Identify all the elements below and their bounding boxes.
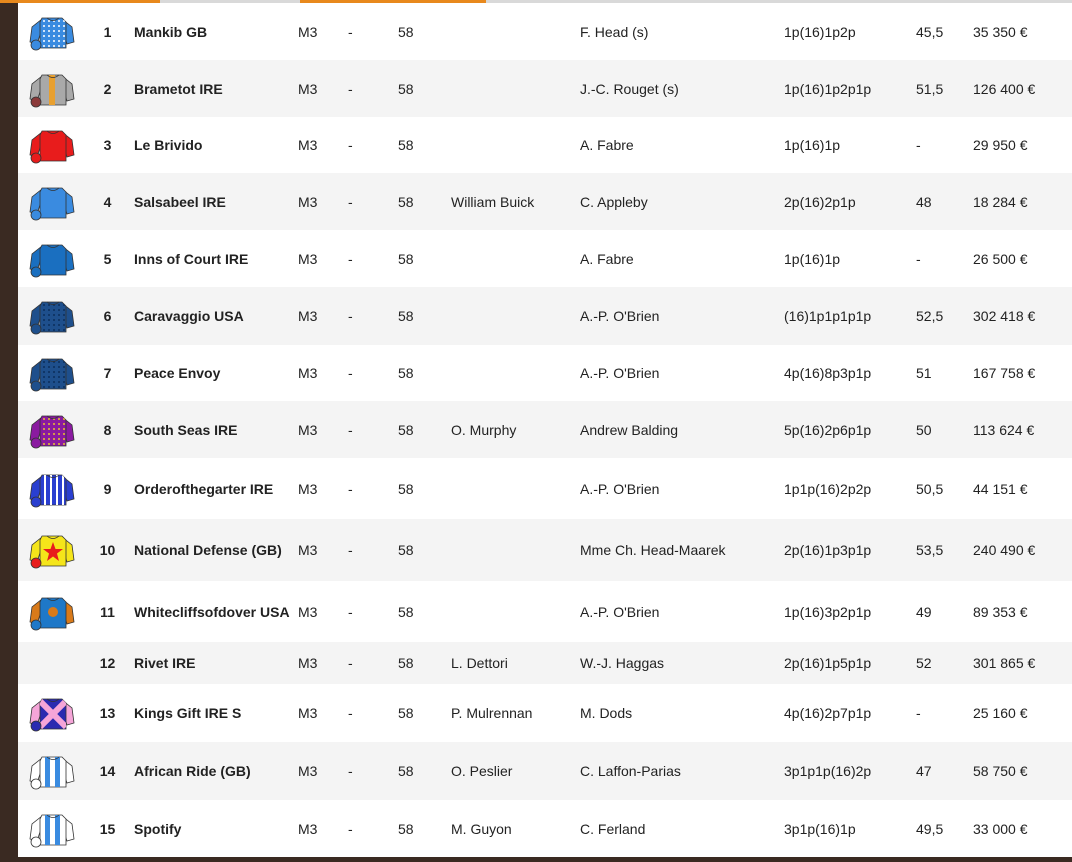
category: M3 xyxy=(298,742,348,800)
form-string: 4p(16)2p7p1p xyxy=(784,705,872,721)
category: M3 xyxy=(298,60,348,117)
silk-cell xyxy=(18,519,86,581)
horse-name[interactable]: Rivet IRE xyxy=(129,642,298,684)
table-row[interactable] xyxy=(18,684,1072,742)
rating-value: 49,5 xyxy=(916,821,944,837)
silk-cell xyxy=(18,287,86,345)
weight: 58 xyxy=(398,250,414,267)
form-string: 3p1p1p(16)2p xyxy=(784,742,916,800)
category: M3 xyxy=(298,173,348,230)
rating-value: 49 xyxy=(916,603,932,620)
jockey-silk-icon xyxy=(28,592,76,632)
dash-value: - xyxy=(348,519,398,581)
weight: 58 xyxy=(398,173,451,230)
rating-value: 52,5 xyxy=(916,287,973,345)
trainer-name: M. Dods xyxy=(580,705,633,721)
earnings: 126 400 € xyxy=(973,60,1072,117)
jockey-name xyxy=(451,230,580,287)
runner-number: 13 xyxy=(99,705,116,721)
silk-cell xyxy=(18,800,86,858)
runner-number: 10 xyxy=(86,519,129,581)
weight: 58 xyxy=(398,137,414,153)
earnings: 44 151 € xyxy=(973,480,1028,497)
dash-value: - xyxy=(348,603,353,620)
category: M3 xyxy=(298,519,348,581)
earnings: 18 284 € xyxy=(973,173,1072,230)
jockey-name xyxy=(451,60,580,117)
form-string: 3p1p(16)1p xyxy=(784,821,856,837)
weight: 58 xyxy=(398,23,414,40)
horse-name[interactable]: Caravaggio USA xyxy=(129,287,298,345)
runner-number: 5 xyxy=(103,250,112,267)
category: M3 xyxy=(298,250,318,267)
dash-value: - xyxy=(348,642,398,684)
silk-cell xyxy=(18,458,86,519)
weight: 58 xyxy=(398,642,451,684)
horse-name[interactable]: Spotify xyxy=(134,821,182,837)
jockey-silk-icon xyxy=(28,12,76,52)
silk-cell xyxy=(18,345,86,401)
silk-cell xyxy=(18,60,86,117)
category: M3 xyxy=(298,287,348,345)
earnings: 58 750 € xyxy=(973,742,1072,800)
rating-value: 47 xyxy=(916,742,973,800)
trainer-name: Andrew Balding xyxy=(580,401,784,458)
table-row[interactable] xyxy=(18,173,1072,230)
table-row[interactable] xyxy=(18,458,1072,519)
rating-value: 51 xyxy=(916,365,932,381)
rating-value: - xyxy=(916,250,921,267)
jockey-silk-icon xyxy=(28,809,76,849)
horse-name[interactable]: South Seas IRE xyxy=(129,401,298,458)
runners-table-body xyxy=(18,3,1072,858)
runner-number: 6 xyxy=(86,287,129,345)
earnings: 29 950 € xyxy=(973,137,1028,153)
category: M3 xyxy=(298,821,318,837)
runner-number: 2 xyxy=(86,60,129,117)
jockey-silk-icon xyxy=(28,296,76,336)
jockey-name xyxy=(451,287,580,345)
weight: 58 xyxy=(398,519,451,581)
jockey-silk-icon xyxy=(28,239,76,279)
category: M3 xyxy=(298,401,348,458)
silk-cell xyxy=(18,581,86,642)
jockey-silk-icon xyxy=(28,751,76,791)
table-row[interactable] xyxy=(18,519,1072,581)
trainer-name: A. Fabre xyxy=(580,250,634,267)
silk-cell xyxy=(18,642,86,684)
weight: 58 xyxy=(398,60,451,117)
category: M3 xyxy=(298,365,318,381)
runner-number: 4 xyxy=(86,173,129,230)
runner-number: 3 xyxy=(103,137,112,153)
jockey-name xyxy=(451,117,580,173)
runner-number: 7 xyxy=(103,365,112,381)
jockey-name xyxy=(451,458,580,519)
rating-value: 53,5 xyxy=(916,519,973,581)
silk-cell xyxy=(18,117,86,173)
jockey-name xyxy=(451,581,580,642)
form-string: 2p(16)1p5p1p xyxy=(784,642,916,684)
dash-value: - xyxy=(348,480,353,497)
trainer-name: A.-P. O'Brien xyxy=(580,480,660,497)
trainer-name: W.-J. Haggas xyxy=(580,642,784,684)
rating-value: 50 xyxy=(916,401,973,458)
dash-value: - xyxy=(348,401,398,458)
weight: 58 xyxy=(398,401,451,458)
table-row[interactable] xyxy=(18,3,1072,60)
form-string: 1p(16)1p2p1p xyxy=(784,60,916,117)
horse-name[interactable]: Mankib GB xyxy=(134,23,208,40)
runner-number: 9 xyxy=(103,480,112,497)
silk-cell xyxy=(18,173,86,230)
dash-value: - xyxy=(348,821,353,837)
jockey-silk-icon xyxy=(28,69,76,109)
runners-table xyxy=(18,3,1072,858)
dash-value: - xyxy=(348,60,398,117)
jockey-silk-icon xyxy=(28,530,76,570)
table-row[interactable] xyxy=(18,401,1072,458)
horse-name[interactable]: Inns of Court IRE xyxy=(134,250,249,267)
form-string: 2p(16)2p1p xyxy=(784,173,916,230)
rating-value: - xyxy=(916,137,921,153)
jockey-name xyxy=(451,3,580,60)
jockey-silk-icon xyxy=(28,182,76,222)
weight: 58 xyxy=(398,603,414,620)
trainer-name: J.-C. Rouget (s) xyxy=(580,60,784,117)
jockey-name: L. Dettori xyxy=(451,642,580,684)
dash-value: - xyxy=(348,705,353,721)
form-string: 1p(16)3p2p1p xyxy=(784,603,872,620)
dash-value: - xyxy=(348,137,353,153)
runner-number: 1 xyxy=(103,23,112,40)
horse-name[interactable]: Le Brivido xyxy=(134,137,203,153)
silk-cell xyxy=(18,230,86,287)
jockey-name: M. Guyon xyxy=(451,821,512,837)
dash-value: - xyxy=(348,23,353,40)
table-row[interactable] xyxy=(18,117,1072,173)
silk-cell xyxy=(18,3,86,60)
jockey-name: O. Peslier xyxy=(451,742,580,800)
form-string: 5p(16)2p6p1p xyxy=(784,401,916,458)
jockey-name xyxy=(451,519,580,581)
rating-value: - xyxy=(916,705,921,721)
trainer-name: A. Fabre xyxy=(580,137,634,153)
horse-name[interactable]: Peace Envoy xyxy=(134,365,221,381)
rating-value: 45,5 xyxy=(916,23,944,40)
earnings: 240 490 € xyxy=(973,519,1072,581)
trainer-name: A.-P. O'Brien xyxy=(580,287,784,345)
table-row[interactable] xyxy=(18,345,1072,401)
weight: 58 xyxy=(398,480,414,497)
earnings: 89 353 € xyxy=(973,603,1028,620)
trainer-name: C. Ferland xyxy=(580,821,646,837)
horse-name[interactable]: Orderofthegarter IRE xyxy=(134,480,274,497)
runner-number: 12 xyxy=(86,642,129,684)
trainer-name: F. Head (s) xyxy=(580,23,649,40)
horse-name[interactable]: Salsabeel IRE xyxy=(129,173,298,230)
jockey-silk-icon xyxy=(28,410,76,450)
trainer-name: C. Laffon-Parias xyxy=(580,742,784,800)
runner-number: 15 xyxy=(99,821,116,837)
jockey-silk-icon xyxy=(28,469,76,509)
dash-value: - xyxy=(348,742,398,800)
table-row[interactable] xyxy=(18,287,1072,345)
form-string: 4p(16)8p3p1p xyxy=(784,365,872,381)
trainer-name: C. Appleby xyxy=(580,173,784,230)
dash-value: - xyxy=(348,365,353,381)
weight: 58 xyxy=(398,365,414,381)
silk-cell xyxy=(18,742,86,800)
category: M3 xyxy=(298,642,348,684)
rating-value: 50,5 xyxy=(916,480,944,497)
horse-name[interactable]: Kings Gift IRE S xyxy=(134,705,242,721)
table-row[interactable] xyxy=(18,60,1072,117)
form-string: (16)1p1p1p1p xyxy=(784,287,916,345)
jockey-name: P. Mulrennan xyxy=(451,705,533,721)
earnings: 113 624 € xyxy=(973,401,1072,458)
silk-cell xyxy=(18,401,86,458)
weight: 58 xyxy=(398,742,451,800)
dash-value: - xyxy=(348,250,353,267)
weight: 58 xyxy=(398,705,414,721)
form-string: 1p1p(16)2p2p xyxy=(784,480,872,497)
earnings: 167 758 € xyxy=(973,365,1036,381)
runners-panel xyxy=(18,3,1072,859)
rating-value: 51,5 xyxy=(916,60,973,117)
bottom-bar xyxy=(18,857,1072,862)
dash-value: - xyxy=(348,287,398,345)
trainer-name: A.-P. O'Brien xyxy=(580,603,660,620)
jockey-silk-icon xyxy=(28,125,76,165)
trainer-name: Mme Ch. Head-Maarek xyxy=(580,519,784,581)
weight: 58 xyxy=(398,287,451,345)
runner-number: 8 xyxy=(86,401,129,458)
horse-name[interactable]: National Defense (GB) xyxy=(129,519,298,581)
table-row[interactable] xyxy=(18,581,1072,642)
earnings: 35 350 € xyxy=(973,23,1028,40)
horse-name[interactable]: African Ride (GB) xyxy=(129,742,298,800)
horse-name[interactable]: Whitecliffsofdover USA xyxy=(134,603,290,620)
earnings: 33 000 € xyxy=(973,821,1028,837)
dash-value: - xyxy=(348,173,398,230)
category: M3 xyxy=(298,603,318,620)
horse-name[interactable]: Brametot IRE xyxy=(129,60,298,117)
earnings: 301 865 € xyxy=(973,642,1072,684)
trainer-name: A.-P. O'Brien xyxy=(580,365,660,381)
rating-value: 52 xyxy=(916,642,973,684)
jockey-silk-icon xyxy=(28,693,76,733)
form-string: 2p(16)1p3p1p xyxy=(784,519,916,581)
jockey-silk-icon xyxy=(28,353,76,393)
runner-number: 11 xyxy=(100,603,115,620)
table-row[interactable] xyxy=(18,642,1072,684)
table-row[interactable] xyxy=(18,800,1072,858)
jockey-name: O. Murphy xyxy=(451,401,580,458)
category: M3 xyxy=(298,705,318,721)
category: M3 xyxy=(298,480,318,497)
rating-value: 48 xyxy=(916,173,973,230)
silk-cell xyxy=(18,684,86,742)
earnings: 25 160 € xyxy=(973,705,1028,721)
form-string: 1p(16)1p xyxy=(784,250,841,267)
form-string: 1p(16)1p xyxy=(784,137,841,153)
table-row[interactable] xyxy=(18,230,1072,287)
jockey-name: William Buick xyxy=(451,173,580,230)
form-string: 1p(16)1p2p xyxy=(784,23,856,40)
jockey-name xyxy=(451,345,580,401)
category: M3 xyxy=(298,137,318,153)
weight: 58 xyxy=(398,821,414,837)
earnings: 302 418 € xyxy=(973,287,1072,345)
earnings: 26 500 € xyxy=(973,250,1028,267)
table-row[interactable] xyxy=(18,742,1072,800)
runner-number: 14 xyxy=(86,742,129,800)
category: M3 xyxy=(298,23,318,40)
